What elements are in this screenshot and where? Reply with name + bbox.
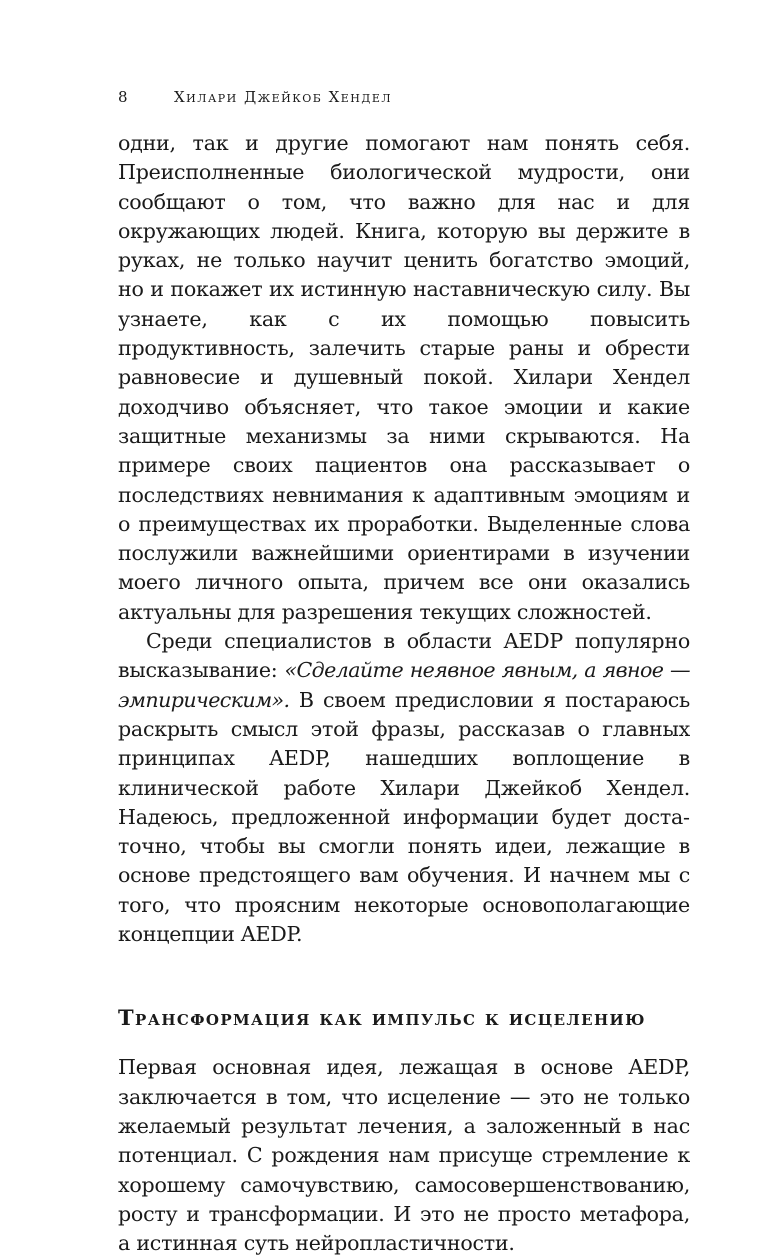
running-head-author: Хилари Джейкоб Хендел xyxy=(174,88,393,106)
section-heading: Трансформация как импульс к исцелению xyxy=(118,1005,646,1031)
body-paragraph-2 xyxy=(118,627,690,949)
book-page xyxy=(118,88,690,1258)
page-number: 8 xyxy=(118,88,128,106)
body-paragraph-1: одни, так и другие помогают нам понять себя. Преисполненные биологической мудрости, они сообщают о том, что важно для нас и для окружающих людей. Книга, которую вы держите в руках, не только научит ценить богатство эмоций, но и покажет их истинную наставническую силу. Вы узнаете, как с их помощью повысить продуктивность, залечить старые раны и обрести равновесие и душевный покой. Хилари Хендел доходчиво объясняет, что такое эмоции и какие защитные механизмы за ними скрываются. На примере своих пациентов она рассказывает о последствиях невнимания к адаптивным эмоциям и о преимуществах их проработки. Выделенные слова послужили важнейшими ориентирами в изучении моего личного опыта, причем все они оказались актуальны для разрешения текущих сложностей. xyxy=(118,131,690,624)
paragraph-2-intro: Среди специалистов в области AEDP популярно высказывание: xyxy=(118,629,690,683)
aedp-motto-quote: «Сделайте неявное явным, а явное — эмпирическим». xyxy=(118,658,690,712)
paragraph-2-body: В своем предисловии я постараюсь раскрыть смысл этой фразы, рассказав о главных принципах AEDP, нашедших воплощение в клинической работе Хилари Джейкоб Хендел. Надеюсь, предложенной информации будет достаточно, чтобы вы смогли понять идеи, лежащие в основе предстоящего вам обучения. И начнем мы с того, что проясним некоторые основополагающие концепции AEDP. xyxy=(118,687,690,947)
body-paragraph-3: Первая основная идея, лежащая в основе AEDP, заключается в том, что исцеление — это не только желаемый результат лечения, а заложенный в нас потенциал. С рождения нам присуще стремление к хорошему самочувствию, самосовершенствованию, росту и трансформации. И это не просто метафора, а истинная суть нейропластичности. xyxy=(118,1055,690,1256)
running-head xyxy=(118,88,690,118)
